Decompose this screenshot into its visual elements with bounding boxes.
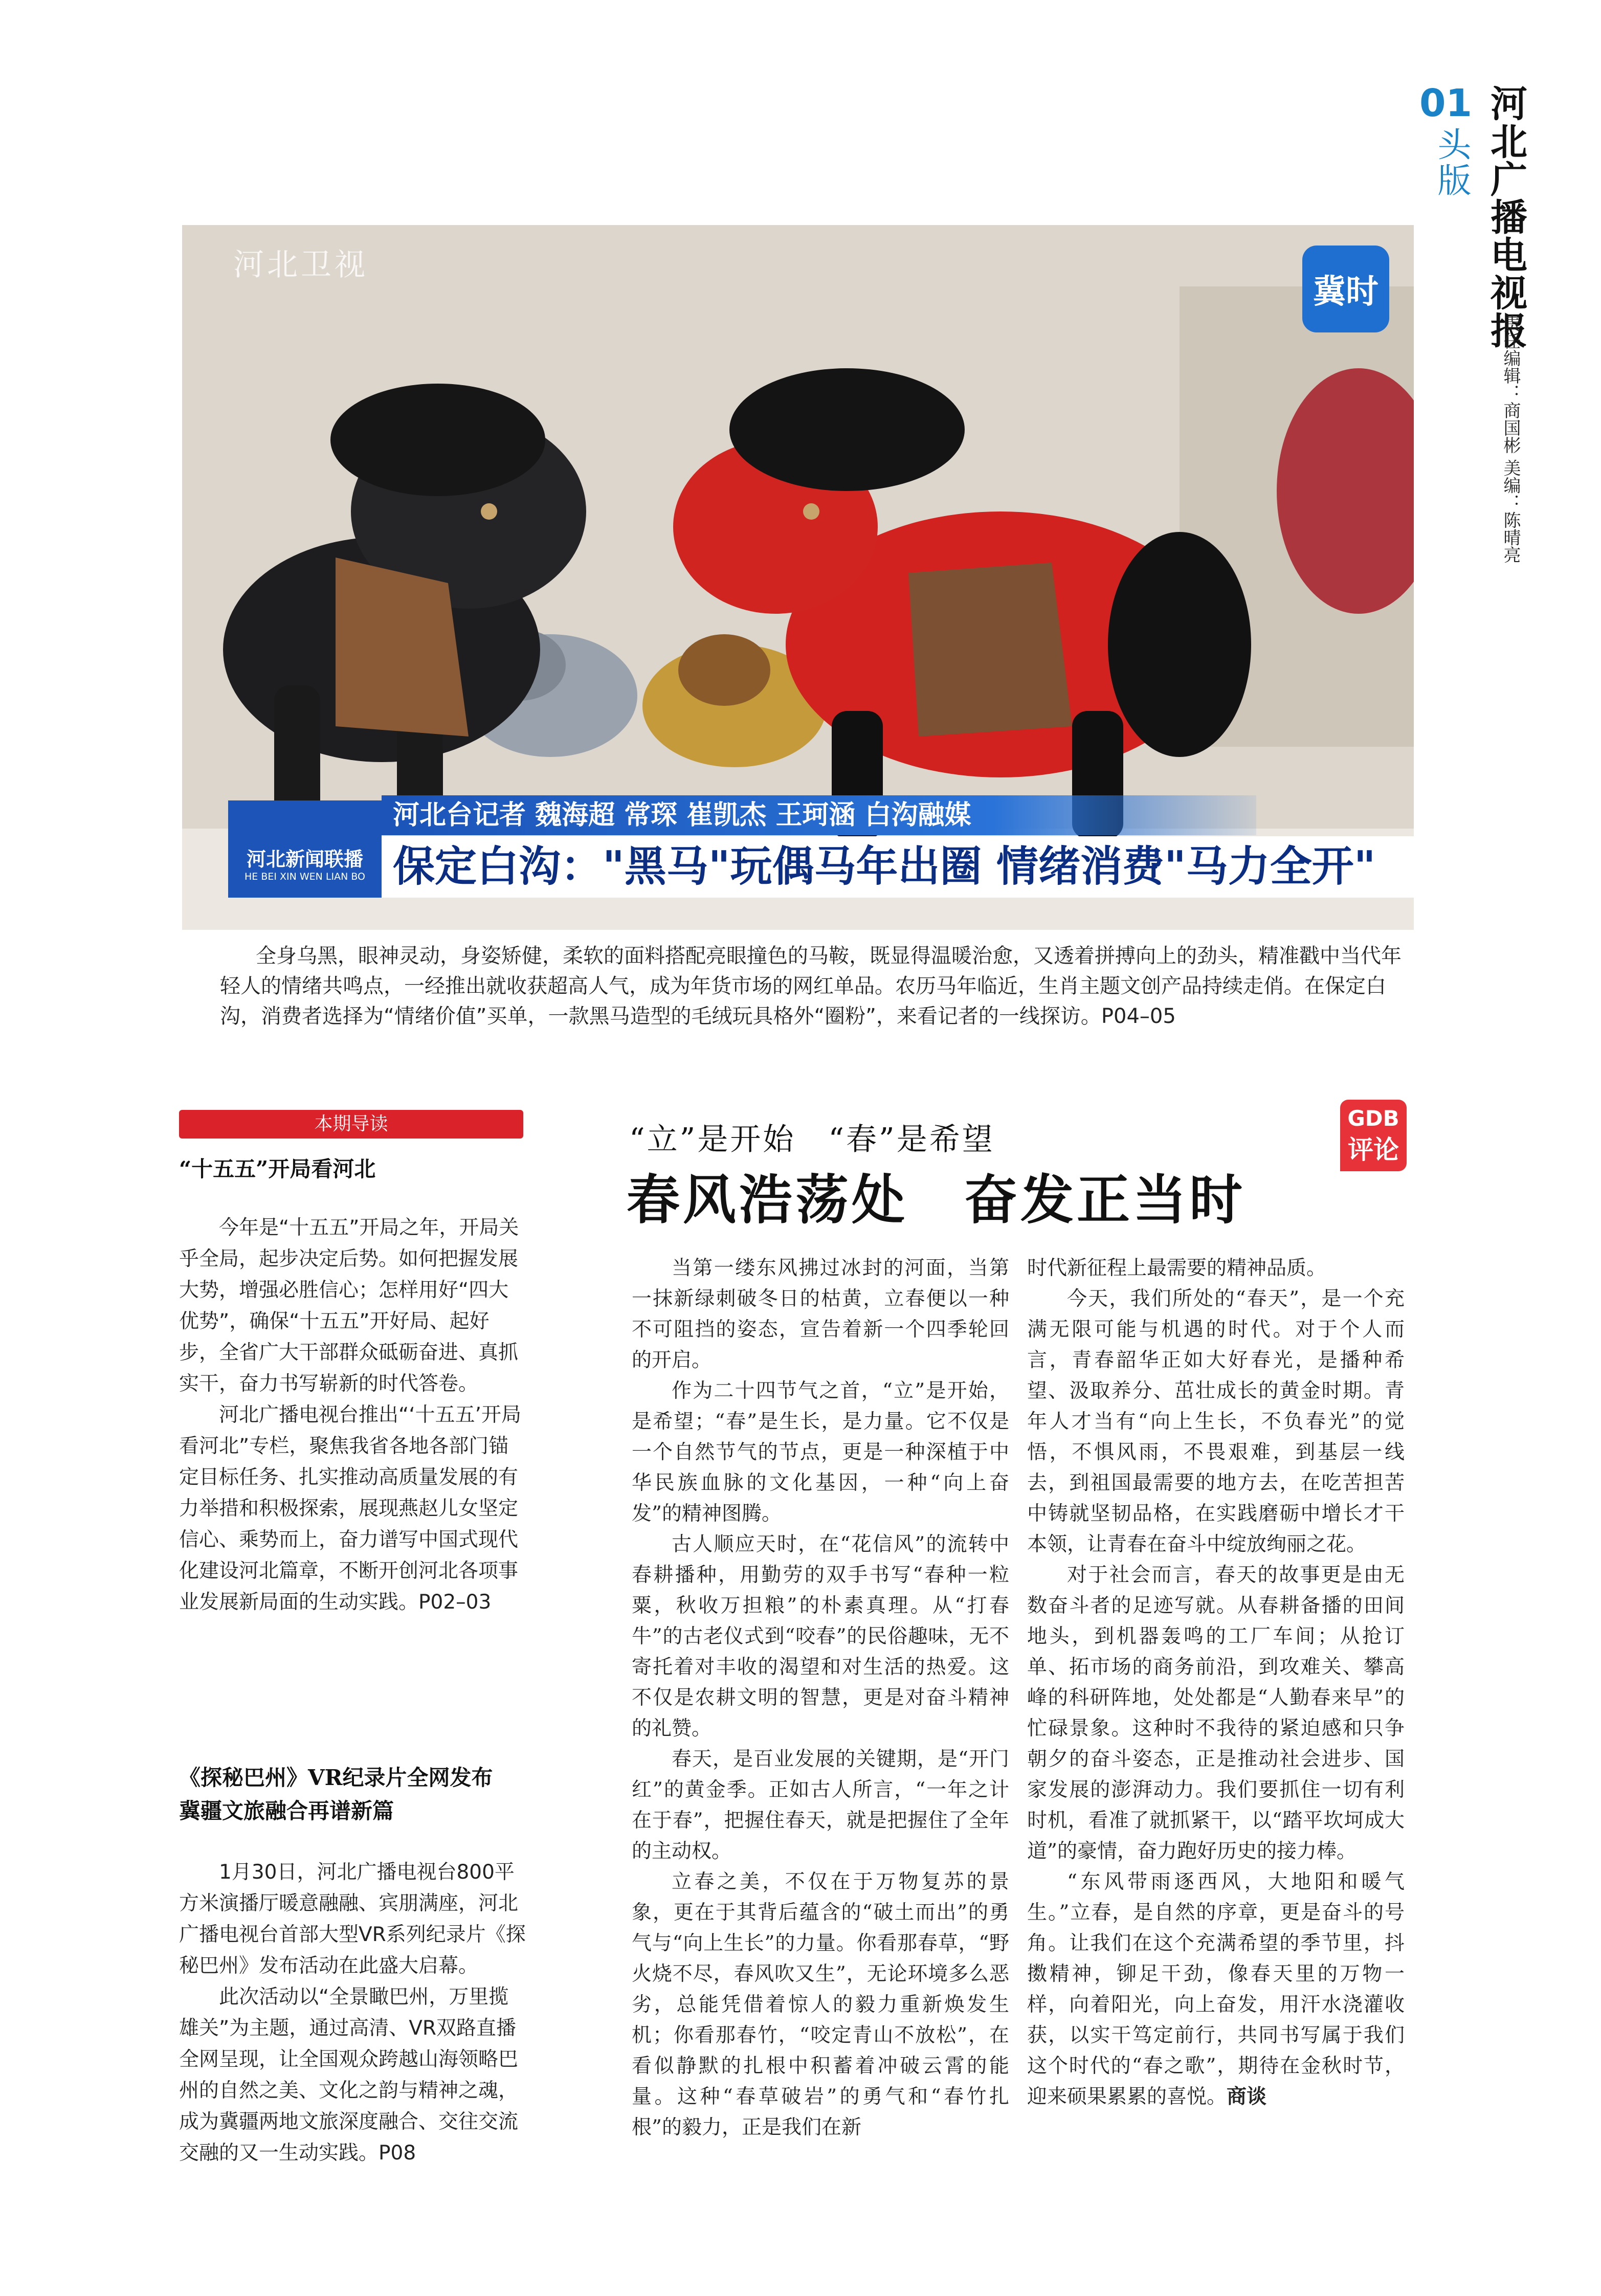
news-photo [182,225,1414,930]
editorial-paragraph: 春天，是百业发展的关键期，是“开门红”的黄金季。正如古人所言，“一年之计在于春”，把握住春天，就是把握住了全年的主动权。 [632,1748,1009,1863]
guide-item1-body [179,1212,527,1618]
reporter-bar: 河北台记者 魏海超 常琛 崔凯杰 王珂涵 白沟融媒 [382,795,1256,835]
app-badge: 冀时 [1302,246,1389,332]
guide-item2-p2: 此次活动以“全景瞰巴州，万里揽雄关”为主题，通过高清、VR双路直播全网呈现，让全国观众跨越山海领略巴州的自然之美、文化之韵与精神之魂，成为冀疆两地文旅深度融合、交往交流交融的又一生动实践。P08 [179,1986,519,2165]
editorial-paragraph [1027,1867,1405,2112]
editorial-paragraph: 时代新征程上最需要的精神品质。 [1027,1257,1327,1280]
editorial-column-1 [632,1253,1009,2143]
editorial-paragraph: 今天，我们所处的“春天”，是一个充满无限可能与机遇的时代。对于个人而言，青春韶华正如大好春光，是播种希望、汲取养分、茁壮成长的黄金时期。青年人才当有“向上生长，不负春光”的觉悟，不惧风雨，不畏艰难，到基层一线去，到祖国最需要的地方去，在吃苦担苦中铸就坚韧品格，在实践磨砺中增长才干本领，让青春在奋斗中绽放绚丽之花。 [1027,1287,1405,1556]
editorial-badge-line2: 评论 [1348,1135,1399,1165]
editorial-author: 商谈 [1227,2085,1267,2108]
editorial-column-2 [1027,1253,1405,2112]
photo-caption: 全身乌黑，眼神灵动，身姿矫健，柔软的面料搭配亮眼撞色的马鞍，既显得温暖治愈，又透着拼搏向上的劲头，精准戳中当代年轻人的情绪共鸣点，一经推出就收获超高人气，成为年货市场的网红单品。农历马年临近，生肖主题文创产品持续走俏。在保定白沟，消费者选择为“情绪价值”买单，一款黑马造型的毛绒玩具格外“圈粉”，来看记者的一线探访。P04–05 [220,944,1402,1028]
guide-item1-p1: 今年是“十五五”开局之年，开局关乎全局，起步决定后势。如何把握发展大势，增强必胜信心；怎样用好“四大优势”，确保“十五五”开好局、起好步，全省广大干部群众砥砺奋进、真抓实干，奋力书写崭新的时代答卷。 [179,1216,519,1395]
editorial-badge [1340,1100,1407,1171]
editorial-title: 春风浩荡处 奋发正当时 [627,1168,1246,1231]
channel-watermark: 河北卫视 [233,247,368,283]
editorial-paragraph: 立春之美，不仅在于万物复苏的景象，更在于其背后蕴含的“破土而出”的勇气与“向上生长”的力量。你看那春草，“野火烧不尽，春风吹又生”，无论环境多么恶劣，总能凭借着惊人的毅力重新焕发生机；你看那春竹，“咬定青山不放松”，在看似静默的扎根中积蓄着冲破云霄的能量。这种“春草破岩”的勇气和“春竹扎根”的毅力，正是我们在新 [632,1870,1009,2139]
editorial-paragraph: 对于社会而言，春天的故事更是由无数奋斗者的足迹写就。从春耕备播的田间地头，到机器轰鸣的工厂车间；从抢订单、拓市场的商务前沿，到攻难关、攀高峰的科研阵地，处处都是“人勤春来早”的忙碌景象。这种时不我待的紧迫感和只争朝夕的奋斗姿态，正是推动社会进步、国家发展的澎湃动力。我们要抓住一切有利时机，看准了就抓紧干，以“踏平坎坷成大道”的豪情，奋力跑好历史的接力棒。 [1027,1564,1405,1863]
editorial-paragraph: 当第一缕东风拂过冰封的河面，当第一抹新绿刺破冬日的枯黄，立春便以一种不可阻挡的姿态，宣告着新一个四季轮回的开启。 [632,1257,1009,1372]
guide-item2-p1: 1月30日，河北广播电视台800平方米演播厅暖意融融、宾朋满座，河北广播电视台首部大型VR系列纪录片《探秘巴州》发布活动在此盛大启幕。 [179,1861,526,1977]
page-label: 头版 [1432,127,1471,198]
paper-name: 河北广播电视报 [1484,84,1527,349]
program-pinyin: HE BEI XIN WEN LIAN BO [244,871,366,882]
guide-item1-p2: 河北广播电视台推出“‘十五五’开局看河北”专栏，聚焦我省各地各部门锚定目标任务、扎实推动高质量发展的有力举措和积极探索，展现燕赵儿女坚定信心、乘势而上，奋力谱写中国式现代化建设河北篇章，不断开创河北各项事业发展新局面的生动实践。P02–03 [179,1403,521,1614]
editorial-paragraph: 作为二十四节气之首，“立”是开始，是希望；“春”是生长，是力量。它不仅是一个自然节气的节点，更是一种深植于中华民族血脉的文化基因，一种“向上奋发”的精神图腾。 [632,1379,1009,1525]
editorial-badge-line1: GDB [1347,1106,1399,1131]
tv-headline: 保定白沟："黑马"玩偶马年出圈 情绪消费"马力全开" [382,836,1414,898]
editorial-closing-text: “东风带雨逐西风，大地阳和暖气生。”立春，是自然的序章，更是奋斗的号角。让我们在这个充满希望的季节里，抖擞精神，铆足干劲，像春天里的万物一样，向着阳光，向上奋发，用汗水浇灌收获，以实干笃定前行，共同书写属于我们这个时代的“春之歌”，期待在金秋时节，迎来硕果累累的喜悦。 [1027,1870,1405,2108]
guide-item1-title: “十五五”开局看河北 [179,1156,376,1182]
page-number: 01 [1419,81,1472,125]
editorial-paragraph: 古人顺应天时，在“花信风”的流转中春耕播种，用勤劳的双手书写“春种一粒粟，秋收万担粮”的朴素真理。从“打春牛”的古老仪式到“咬春”的民俗趣味，无不寄托着对丰收的渴望和对生活的热爱。这不仅是农耕文明的智慧，更是对奋斗精神的礼赞。 [632,1533,1009,1740]
editorial-kicker: “立”是开始 “春”是希望 [629,1122,995,1157]
guide-item2-body [179,1857,527,2169]
program-logo [228,800,382,898]
editors-credit: 责任编辑：商国彬 美编：陈晴亮 [1500,315,1521,564]
guide-item2-title-line2: 冀疆文旅融合再谱新篇 [179,1798,394,1823]
guide-label: 本期导读 [314,1113,388,1134]
program-name: 河北新闻联播 [246,848,363,871]
guide-item2-title-line1: 《探秘巴州》VR纪录片全网发布 [179,1765,493,1790]
